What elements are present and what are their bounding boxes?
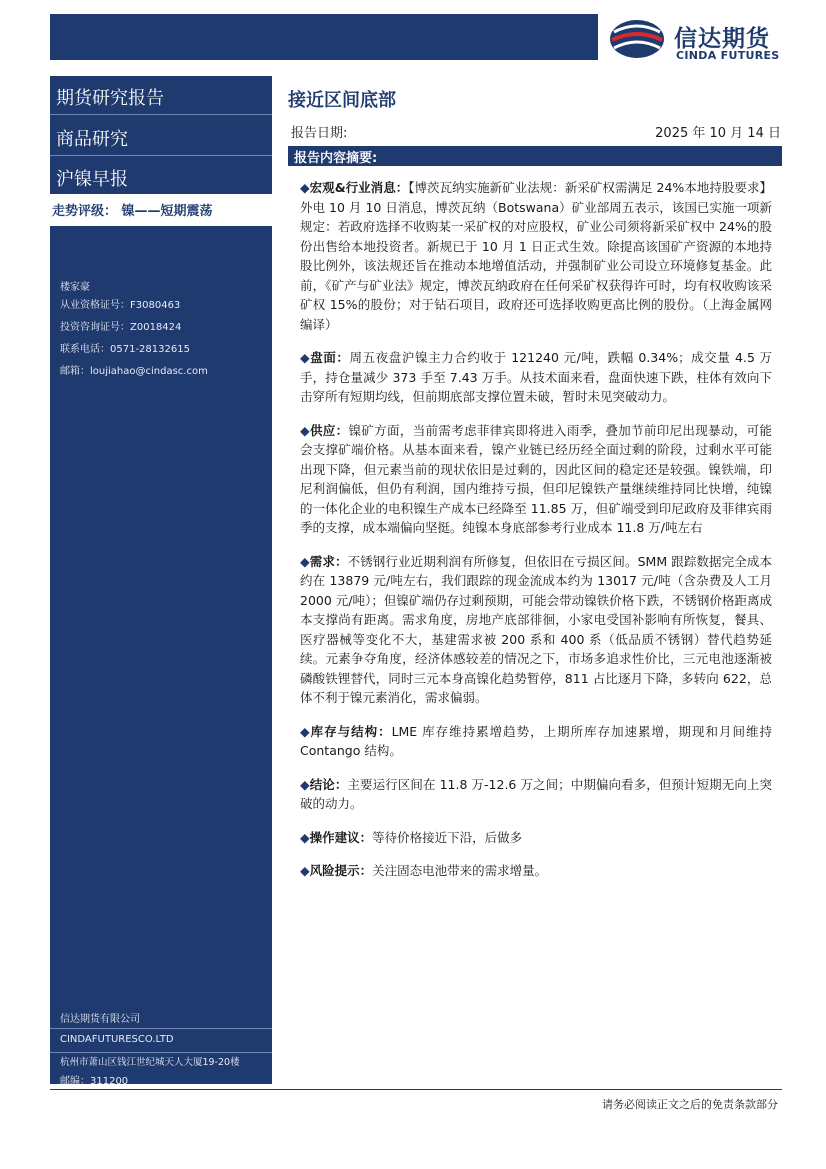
paragraph-conclusion: [300, 775, 772, 814]
company-divider: [50, 1028, 272, 1029]
summary-heading-bar: [288, 146, 782, 166]
paragraph-text: 关注固态电池带来的需求增量。: [372, 863, 548, 878]
trend-rating: 走势评级： 镍——短期震荡: [52, 204, 213, 219]
analyst-name: 楼家豪: [60, 282, 90, 293]
report-category: 期货研究报告: [56, 88, 164, 109]
diamond-bullet-icon: ◆: [300, 776, 310, 792]
diamond-bullet-icon: ◆: [300, 723, 311, 739]
diamond-bullet-icon: ◆: [300, 829, 310, 845]
report-date-value: 2025 年 10 月 14 日: [655, 126, 781, 141]
sidebar-category-block: [50, 76, 272, 115]
paragraph-head: 供应：: [309, 422, 349, 438]
rating-box: [50, 194, 272, 226]
paragraph-head: 结论：: [309, 776, 348, 792]
report-date-row: [291, 122, 781, 142]
report-series: 沪镍早报: [56, 169, 128, 190]
analyst-consulting-id: 投资咨询证号：Z0018424: [60, 322, 182, 333]
company-address: 杭州市萧山区钱江世纪城天人大厦19-20楼: [60, 1057, 240, 1068]
sidebar-subcategory-block: [50, 115, 272, 156]
footer-disclaimer: 请务必阅读正文之后的免责条款部分: [602, 1098, 778, 1111]
analyst-phone: 联系电话：0571-28132615: [60, 344, 190, 355]
paragraph-text: 周五夜盘沪镍主力合约收于 121240 元/吨，跌幅 0.34%；成交量 4.5 万手，持仓量减少 373 手至 7.43 万手。从技术面来看，盘面快速下跌，柱体有效向下击穿所有短期均线，但前期底部支撑位置未破，暂时未见突破动力。: [300, 350, 772, 404]
analyst-qualification: 从业资格证号：F3080463: [60, 300, 181, 311]
cinda-logo-icon: [608, 18, 666, 60]
report-title: 接近区间底部: [288, 90, 396, 111]
paragraph-risk: [300, 861, 772, 881]
sidebar-series-block: [50, 156, 272, 193]
header-banner: [50, 14, 598, 60]
paragraph-head: 需求：: [309, 553, 348, 569]
paragraph-text: 不锈钢行业近期利润有所修复，但依旧在亏损区间。SMM 跟踪数据完全成本约在 13879 元/吨左右，我们跟踪的现金流成本约为 13017 元/吨（含杂费及人工月 2000 元/吨）；但镍矿端仍存过剩预期，可能会带动镍铁价格下跌，不锈钢价格距离成本支撑尚有距离。需求角度，房地产底部徘徊，小家电受国补影响有所恢复，餐具、医疗器械等变化不大，基建需求被 200 系和 400 系（低品质不锈钢）替代趋势延续。元素争夺角度，经济体感较差的情况之下，市场多追求性价比，三元电池逐渐被磷酸铁锂替代，同时三元本身高镍化趋势暂停，811 占比逐月下降，多转向 622，总体不利于镍元素消化，需求偏弱。: [300, 553, 772, 705]
paragraph-head: 风险提示：: [309, 863, 373, 878]
paragraph-text: LME 库存维持累增趋势，上期所库存加速累增，期现和月间维持 Contango 结构。: [300, 723, 772, 758]
company-name-cn: 信达期货有限公司: [60, 1014, 140, 1025]
paragraph-inventory: [300, 722, 772, 761]
diamond-bullet-icon: ◆: [300, 422, 310, 438]
paragraph-demand: [300, 552, 772, 708]
paragraph-text: 镍矿方面，当前需考虑菲律宾即将进入雨季，叠加节前印尼出现暴动，可能会支撑矿端价格。从基本面来看，镍产业链已经历经全面过剩的阶段，过剩水平可能出现下降，但元素当前的现状依旧是过剩的，因此区间的稳定还是较强。镍铁端，印尼利润偏低，但仍有利润，国内维持亏损，但印尼镍铁产量继续维持同比快增，纯镍的一体化企业的电积镍生产成本已经降至 11.85 万，但矿端受到印尼政府及菲律宾雨季的支撑，成本端偏向坚挺。纯镍本身底部参考行业成本 11.8 万/吨左右: [300, 422, 772, 535]
analyst-email: 邮箱：loujiahao@cindasc.com: [60, 366, 208, 377]
report-subcategory: 商品研究: [56, 129, 128, 150]
paragraph-text: 【博茨瓦纳实施新矿业法规：新采矿权需满足 24%本地持股要求】外电 10 月 10 日消息，博茨瓦纳（Botswana）矿业部周五表示，该国已实施一项新规定：若政府选择不收购某一采矿权的对应股权，矿业公司须将新采矿权中 24%的股份出售给本地投资者。新规已于 10 月 1 日正式生效。除提高该国矿产资源的本地持股比例外，该法规还旨在推动本地增值活动，并强制矿业公司设立环境修复基金。此前，《矿产与矿业法》规定，博茨瓦纳政府在任何采矿权获得许可时，均有权收购该采矿权 15%的股份；对于钻石项目，政府还可选择收购更高比例的股份。（上海金属网编译）: [300, 180, 772, 332]
paragraph-head: 操作建议：: [309, 829, 373, 845]
diamond-bullet-icon: ◆: [300, 553, 310, 569]
paragraph-head: 库存与结构：: [310, 723, 392, 739]
paragraph-text: 主要运行区间在 11.8 万-12.6 万之间；中期偏向看多，但预计短期无向上突破的动力。: [300, 776, 772, 811]
paragraph-market: [300, 348, 772, 407]
company-postcode: 邮编：311200: [60, 1076, 129, 1087]
sidebar: [50, 76, 272, 1087]
paragraph-text: 等待价格接近下沿，后做多: [372, 829, 523, 845]
diamond-bullet-icon: ◆: [300, 863, 310, 878]
paragraph-macro: [300, 178, 772, 334]
summary-heading: 报告内容摘要:: [294, 151, 378, 166]
brand-name-cn: 信达期货: [674, 26, 770, 52]
company-divider: [50, 1052, 272, 1053]
footer-divider: [50, 1089, 782, 1090]
paragraph-advice: [300, 828, 772, 848]
diamond-bullet-icon: ◆: [300, 350, 311, 365]
brand-name-en: CINDA FUTURES: [676, 49, 780, 62]
brand-logo: [606, 14, 796, 64]
paragraph-head: 宏观&行业消息：: [309, 180, 409, 195]
summary-content: [300, 178, 772, 895]
paragraph-supply: [300, 421, 772, 538]
report-date-label: 报告日期:: [291, 126, 348, 141]
diamond-bullet-icon: ◆: [300, 180, 310, 195]
paragraph-head: 盘面：: [310, 350, 350, 365]
company-name-en: CINDAFUTURESCO.LTD: [60, 1034, 174, 1045]
